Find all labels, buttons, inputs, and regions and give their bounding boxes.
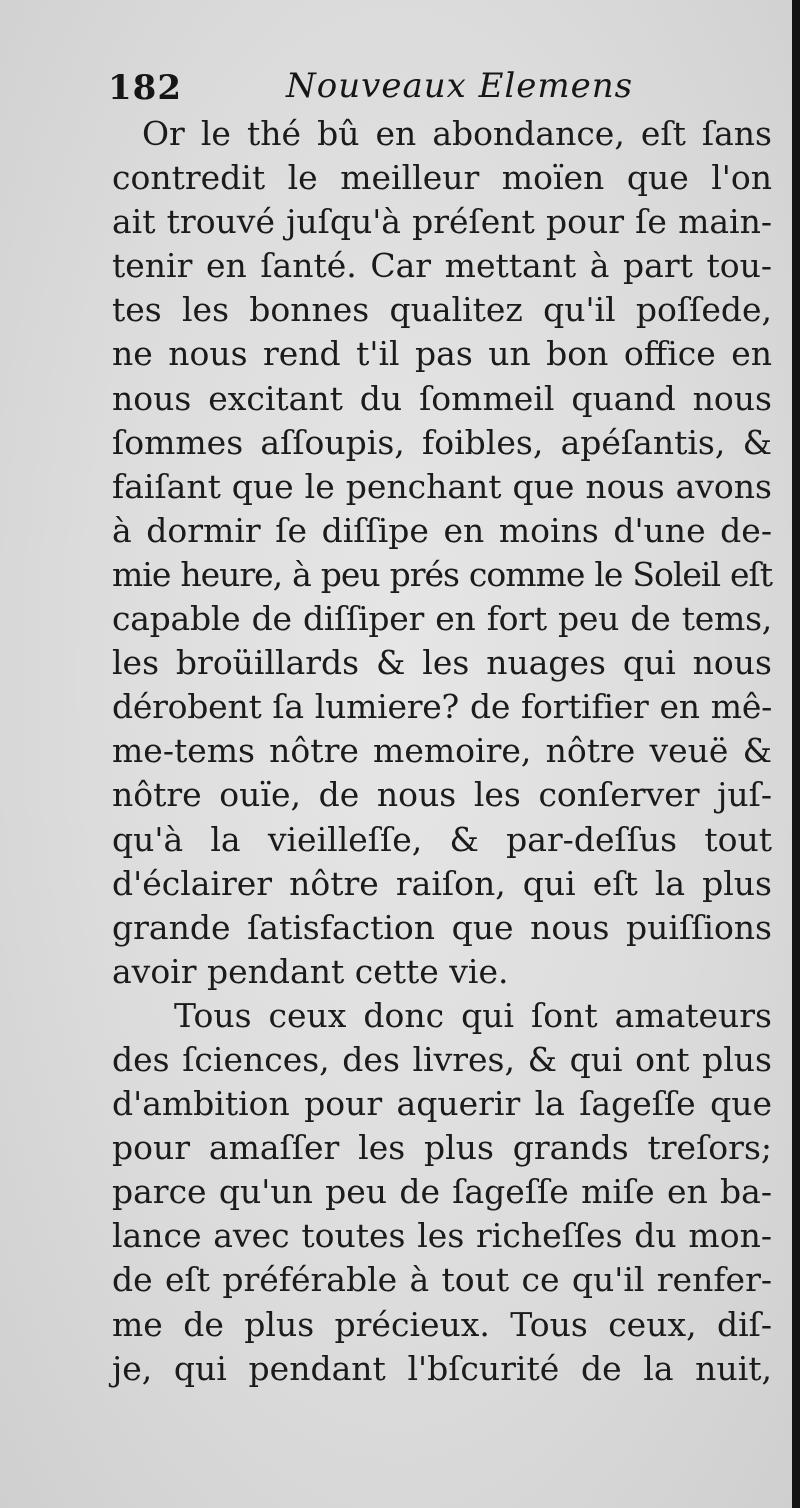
text-line: me-tems nôtre memoire, nôtre veuë & [112,731,772,771]
text-line: lance avec toutes les richeſſes du mon- [112,1216,772,1256]
text-line: à dormir ſe diſſipe en moins d'une de- [112,510,772,550]
text-line: ait trouvé juſqu'à préſent pour ſe main- [112,202,772,242]
text-line: ſommes aſſoupis, foibles, apéſantis, & [112,422,772,462]
text-line: d'éclairer nôtre raiſon, qui eſt la plus [112,863,772,903]
text-line: Tous ceux donc qui ſont amateurs [174,995,772,1035]
text-line: faiſant que le penchant que nous avons [112,466,772,506]
text-line: les broüillards & les nuages qui nous [112,643,772,683]
page-header [108,62,648,112]
text-line: capable de diſſiper en fort peu de tems, [112,599,772,639]
text-line: des ſciences, des livres, & qui ont plus [112,1039,772,1079]
page-number: 182 [108,68,182,108]
text-line: mie heure, à peu prés comme le Soleil eſt [112,554,772,594]
text-line: nous excitant du ſommeil quand nous [112,378,772,418]
text-line: d'ambition pour aquerir la ſageſſe que [112,1084,772,1124]
text-line: me de plus précieux. Tous ceux, diſ- [112,1304,772,1344]
text-line: qu'à la vieilleſſe, & par-deſſus tout [112,819,772,859]
running-title: Nouveaux Elemens [286,66,634,106]
text-line: de eſt préférable à tout ce qu'il renfer- [112,1260,772,1300]
text-line: dérobent ſa lumiere? de fortifier en mê- [112,687,772,727]
text-line: pour amaſſer les plus grands treſors; [112,1128,772,1168]
text-line: tenir en ſanté. Car mettant à part tou- [112,246,772,286]
page-edge-shadow [792,0,800,1508]
text-line: contredit le meilleur moïen que l'on [112,158,772,198]
text-line: je, qui pendant l'bſcurité de la nuit, [112,1348,772,1388]
text-line: tes les bonnes qualitez qu'il poſſede, [112,290,772,330]
text-line: ne nous rend t'il pas un bon office en [112,334,772,374]
text-line: parce qu'un peu de ſageſſe miſe en ba- [112,1172,772,1212]
text-line: Or le thé bû en abondance, eſt ſans [142,114,772,153]
body-text [112,112,772,1391]
text-line: nôtre ouïe, de nous les conſerver juſ- [112,775,772,815]
text-line: grande ſatisfaction que nous puiſſions [112,907,772,947]
text-line: avoir pendant cette vie. [112,951,509,991]
